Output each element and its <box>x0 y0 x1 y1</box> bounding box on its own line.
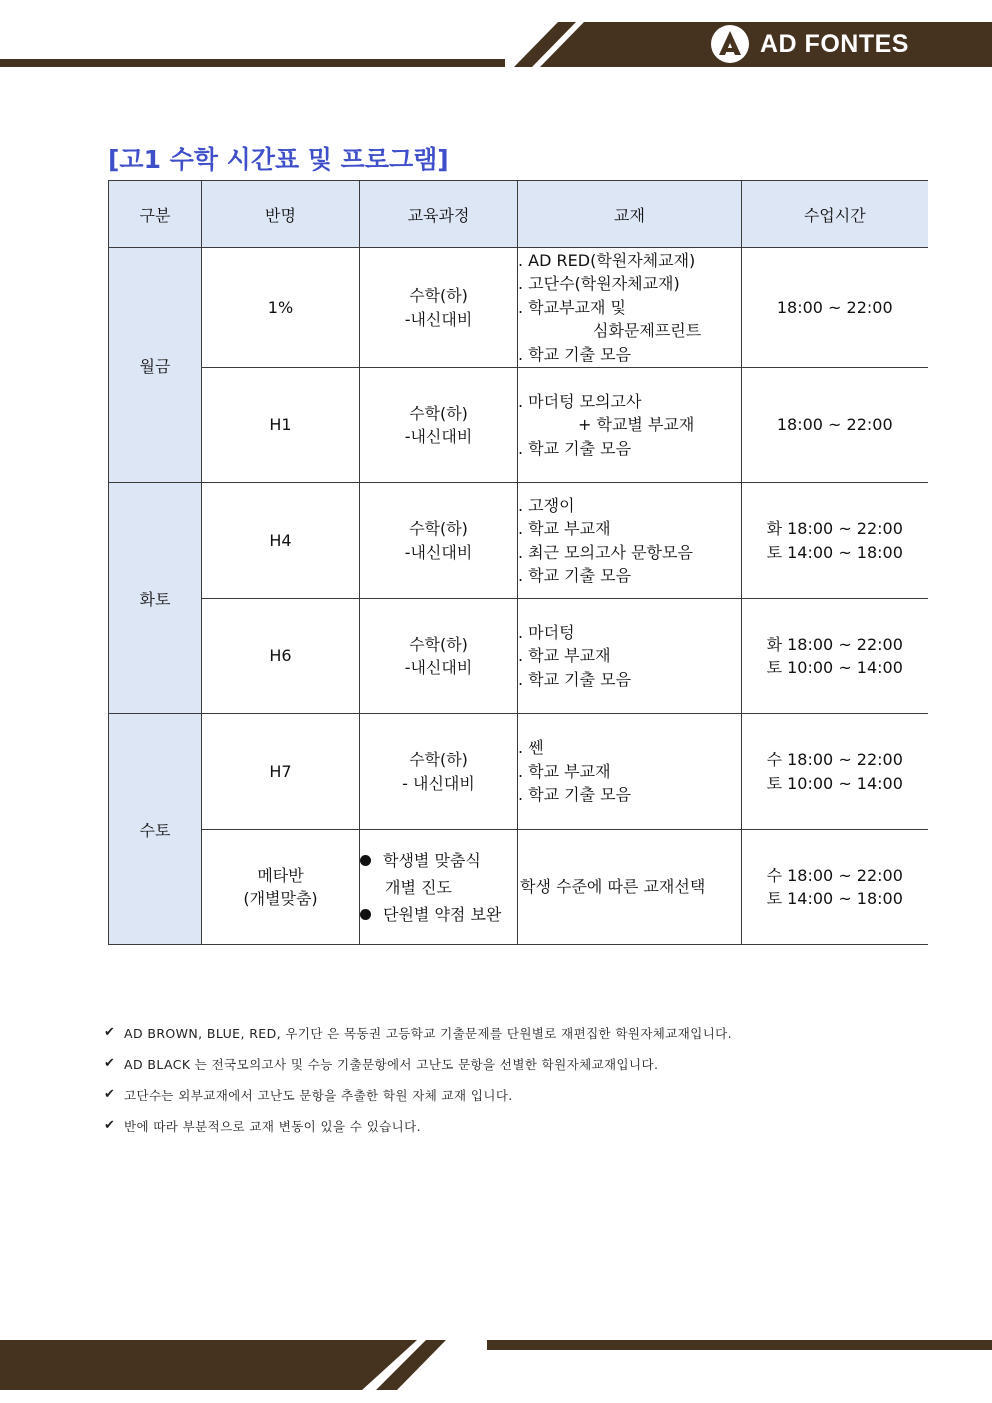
curriculum-line: -내신대비 <box>404 309 473 329</box>
material-item: . 학교 부교재 <box>518 646 611 666</box>
schedule-table <box>108 180 928 945</box>
notes-list <box>104 1017 732 1141</box>
page-title: [고1 수학 시간표 및 프로그램] <box>108 145 449 174</box>
class-name-cell <box>202 830 360 945</box>
note-item <box>104 1048 732 1079</box>
table-row <box>109 714 928 830</box>
table-row <box>109 830 928 945</box>
curriculum-line: - 내신대비 <box>402 773 475 793</box>
material-item: 심화문제프린트 <box>593 321 702 341</box>
class-time-cell <box>742 830 928 945</box>
note-text: 고단수는 외부교재에서 고난도 문항을 추출한 학원 자체 교재 입니다. <box>124 1087 513 1103</box>
group-cell: 화토 <box>109 483 202 714</box>
curriculum-line: 수학(하) <box>409 403 468 423</box>
material-item: . 고쟁이 <box>518 495 575 515</box>
checkmark-icon: ✔ <box>104 1118 116 1133</box>
curriculum-cell <box>360 599 518 714</box>
table-row <box>109 248 928 368</box>
time-line: 토 10:00 ~ 14:00 <box>766 658 903 677</box>
header-category: 구분 <box>109 181 202 248</box>
note-item <box>104 1079 732 1110</box>
class-time-cell <box>742 599 928 714</box>
curriculum-cell <box>360 483 518 599</box>
curriculum-line: 수학(하) <box>409 634 468 654</box>
group-cell: 수토 <box>109 714 202 945</box>
time-line: 수 18:00 ~ 22:00 <box>766 750 903 769</box>
table-row <box>109 599 928 714</box>
class-name-line: 메타반 <box>257 865 304 885</box>
curriculum-line: -내신대비 <box>404 427 473 446</box>
header-class-time: 수업시간 <box>742 181 928 248</box>
material-item: . 학교 기출 모음 <box>518 785 632 805</box>
material-item: . AD RED(학원자체교재) <box>518 250 696 270</box>
curriculum-bullet: 단원별 약점 보완 <box>360 901 517 928</box>
curriculum-line: -내신대비 <box>404 658 473 677</box>
material-item: . 마더텅 모의고사 <box>518 391 642 411</box>
material-item: . 학교 기출 모음 <box>518 566 632 585</box>
time-line: 화 18:00 ~ 22:00 <box>766 519 903 538</box>
material-item: . 고단수(학원자체교재) <box>518 274 680 294</box>
material-item: . 최근 모의고사 문항모음 <box>518 542 693 562</box>
materials-cell <box>518 599 742 714</box>
footer-band <box>0 1330 992 1403</box>
material-item: + 학교별 부교재 <box>578 415 695 435</box>
material-item: . 학교 부교재 <box>518 519 611 538</box>
brand-logo <box>710 24 909 64</box>
group-cell: 월금 <box>109 248 202 483</box>
material-item: 학생 수준에 따른 교재선택 <box>520 877 706 897</box>
note-item <box>104 1017 732 1048</box>
curriculum-cell <box>360 830 518 945</box>
curriculum-bullet-continuation: 개별 진도 <box>385 877 452 897</box>
ad-fontes-logo-icon <box>710 24 750 64</box>
note-item <box>104 1110 732 1141</box>
material-item: . 마더텅 <box>518 622 575 642</box>
checkmark-icon: ✔ <box>104 1056 116 1071</box>
brand-name: AD FONTES <box>760 29 909 58</box>
bullet-dot-icon <box>360 855 371 866</box>
table-row <box>109 483 928 599</box>
materials-cell <box>518 483 742 599</box>
curriculum-line: -내신대비 <box>404 542 473 562</box>
class-time-cell <box>742 714 928 830</box>
class-name-cell: H7 <box>202 714 360 830</box>
time-line: 토 14:00 ~ 18:00 <box>766 542 903 562</box>
checkmark-icon: ✔ <box>104 1025 116 1040</box>
time-line: 18:00 ~ 22:00 <box>776 297 893 317</box>
curriculum-bullet: 학생별 맞춤식 <box>360 847 517 874</box>
bullet-dot-icon <box>360 909 371 920</box>
curriculum-line: 수학(하) <box>409 750 468 769</box>
class-name-cell: 1% <box>202 248 360 368</box>
note-text: 반에 따라 부분적으로 교재 변동이 있을 수 있습니다. <box>124 1118 421 1134</box>
class-name-cell: H6 <box>202 599 360 714</box>
materials-cell <box>518 368 742 483</box>
time-line: 화 18:00 ~ 22:00 <box>766 634 903 654</box>
curriculum-line: 수학(하) <box>409 286 468 305</box>
note-text: AD BROWN, BLUE, RED, 우기단 은 목동권 고등학교 기출문제를 단원별로 재편집한 학원자체교재입니다. <box>124 1025 733 1041</box>
materials-cell <box>518 248 742 368</box>
time-line: 수 18:00 ~ 22:00 <box>766 865 903 885</box>
class-name-line: (개별맞춤) <box>243 889 318 908</box>
header-materials: 교재 <box>518 181 742 248</box>
class-name-cell: H4 <box>202 483 360 599</box>
curriculum-cell <box>360 714 518 830</box>
time-line: 18:00 ~ 22:00 <box>776 415 893 435</box>
curriculum-cell <box>360 368 518 483</box>
class-time-cell <box>742 483 928 599</box>
time-line: 토 10:00 ~ 14:00 <box>766 773 903 793</box>
header-class-name: 반명 <box>202 181 360 248</box>
material-item: . 학교 기출 모음 <box>518 438 632 458</box>
time-line: 토 14:00 ~ 18:00 <box>766 889 903 908</box>
materials-cell <box>518 714 742 830</box>
table-row <box>109 368 928 483</box>
material-item: . 쎈 <box>518 738 544 758</box>
material-item: . 학교 부교재 <box>518 761 611 781</box>
class-time-cell <box>742 248 928 368</box>
material-item: . 학교 기출 모음 <box>518 344 632 364</box>
class-name-cell: H1 <box>202 368 360 483</box>
material-item: . 학교부교재 및 <box>518 297 626 317</box>
curriculum-cell <box>360 248 518 368</box>
table-header-row <box>109 181 928 248</box>
note-text: AD BLACK 는 전국모의고사 및 수능 기출문항에서 고난도 문항을 선별한 학원자체교재입니다. <box>124 1056 659 1072</box>
class-time-cell <box>742 368 928 483</box>
curriculum-line: 수학(하) <box>409 519 468 538</box>
checkmark-icon: ✔ <box>104 1087 116 1102</box>
materials-cell <box>518 830 742 945</box>
header-curriculum: 교육과정 <box>360 181 518 248</box>
material-item: . 학교 기출 모음 <box>518 669 632 689</box>
